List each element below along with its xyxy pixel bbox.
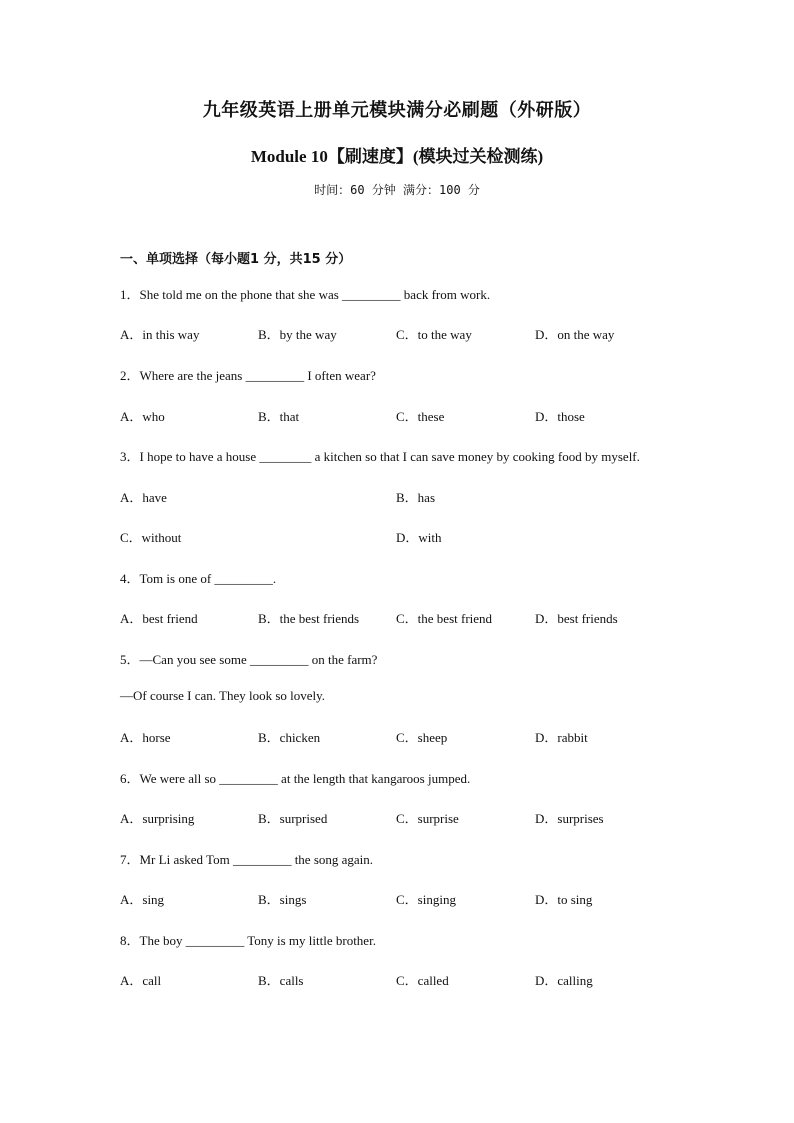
option-d: D．surprises [535,811,604,826]
option-d: D．those [535,409,585,424]
option-b: B．that [258,409,300,424]
option-c: C．surprise [396,811,459,826]
option-a: A．best friend [120,611,198,626]
option-b: B．sings [258,892,307,907]
option-a: A．who [120,409,165,424]
question-stem: 3．I hope to have a house ________ a kitchen so that I can save money by cooking food by myself. [120,449,640,464]
option-d: D．best friends [535,611,618,626]
option-a: A．in this way [120,327,200,342]
document-title: 九年级英语上册单元模块满分必刷题（外研版） [202,100,592,121]
question-stem: 1．She told me on the phone that she was _________ back from work. [120,287,491,302]
question-stem: 5．—Can you see some _________ on the farm? [120,652,378,667]
question-stem: 2．Where are the jeans _________ I often wear? [120,368,376,383]
question-stem: 6．We were all so _________ at the length that kangaroos jumped. [120,771,471,786]
option-b: B．chicken [258,730,321,745]
question-stem: 8．The boy _________ Tony is my little brother. [120,933,376,948]
option-b: B．the best friends [258,611,360,626]
question-stem: 7．Mr Li asked Tom _________ the song again. [120,852,374,867]
option-b: B．calls [258,973,304,988]
option-b: B．by the way [258,327,337,342]
option-d: D．with [396,530,442,545]
option-a: A．sing [120,892,165,907]
option-b: B．has [396,490,436,505]
option-d: D．to sing [535,892,593,907]
exam-meta: 时间：60 分钟 满分：100 分 [314,183,480,197]
option-d: D．calling [535,973,593,988]
option-c: C．called [396,973,449,988]
option-c: C．singing [396,892,456,907]
option-c: C．these [396,409,445,424]
option-c: C．the best friend [396,611,493,626]
document-subtitle: Module 10【刷速度】(模块过关检测练) [250,147,544,166]
option-c: C．without [120,530,182,545]
option-a: A．horse [120,730,171,745]
question-stem: 4．Tom is one of _________. [120,571,277,586]
option-a: A．have [120,490,167,505]
option-a: A．call [120,973,162,988]
section-heading: 一、单项选择（每小题1 分，共15 分） [120,252,352,267]
option-d: D．rabbit [535,730,588,745]
option-b: B．surprised [258,811,328,826]
option-c: C．sheep [396,730,448,745]
option-a: A．surprising [120,811,195,826]
option-d: D．on the way [535,327,615,342]
option-c: C．to the way [396,327,472,342]
question-dialogue-line: —Of course I can. They look so lovely. [120,688,326,703]
